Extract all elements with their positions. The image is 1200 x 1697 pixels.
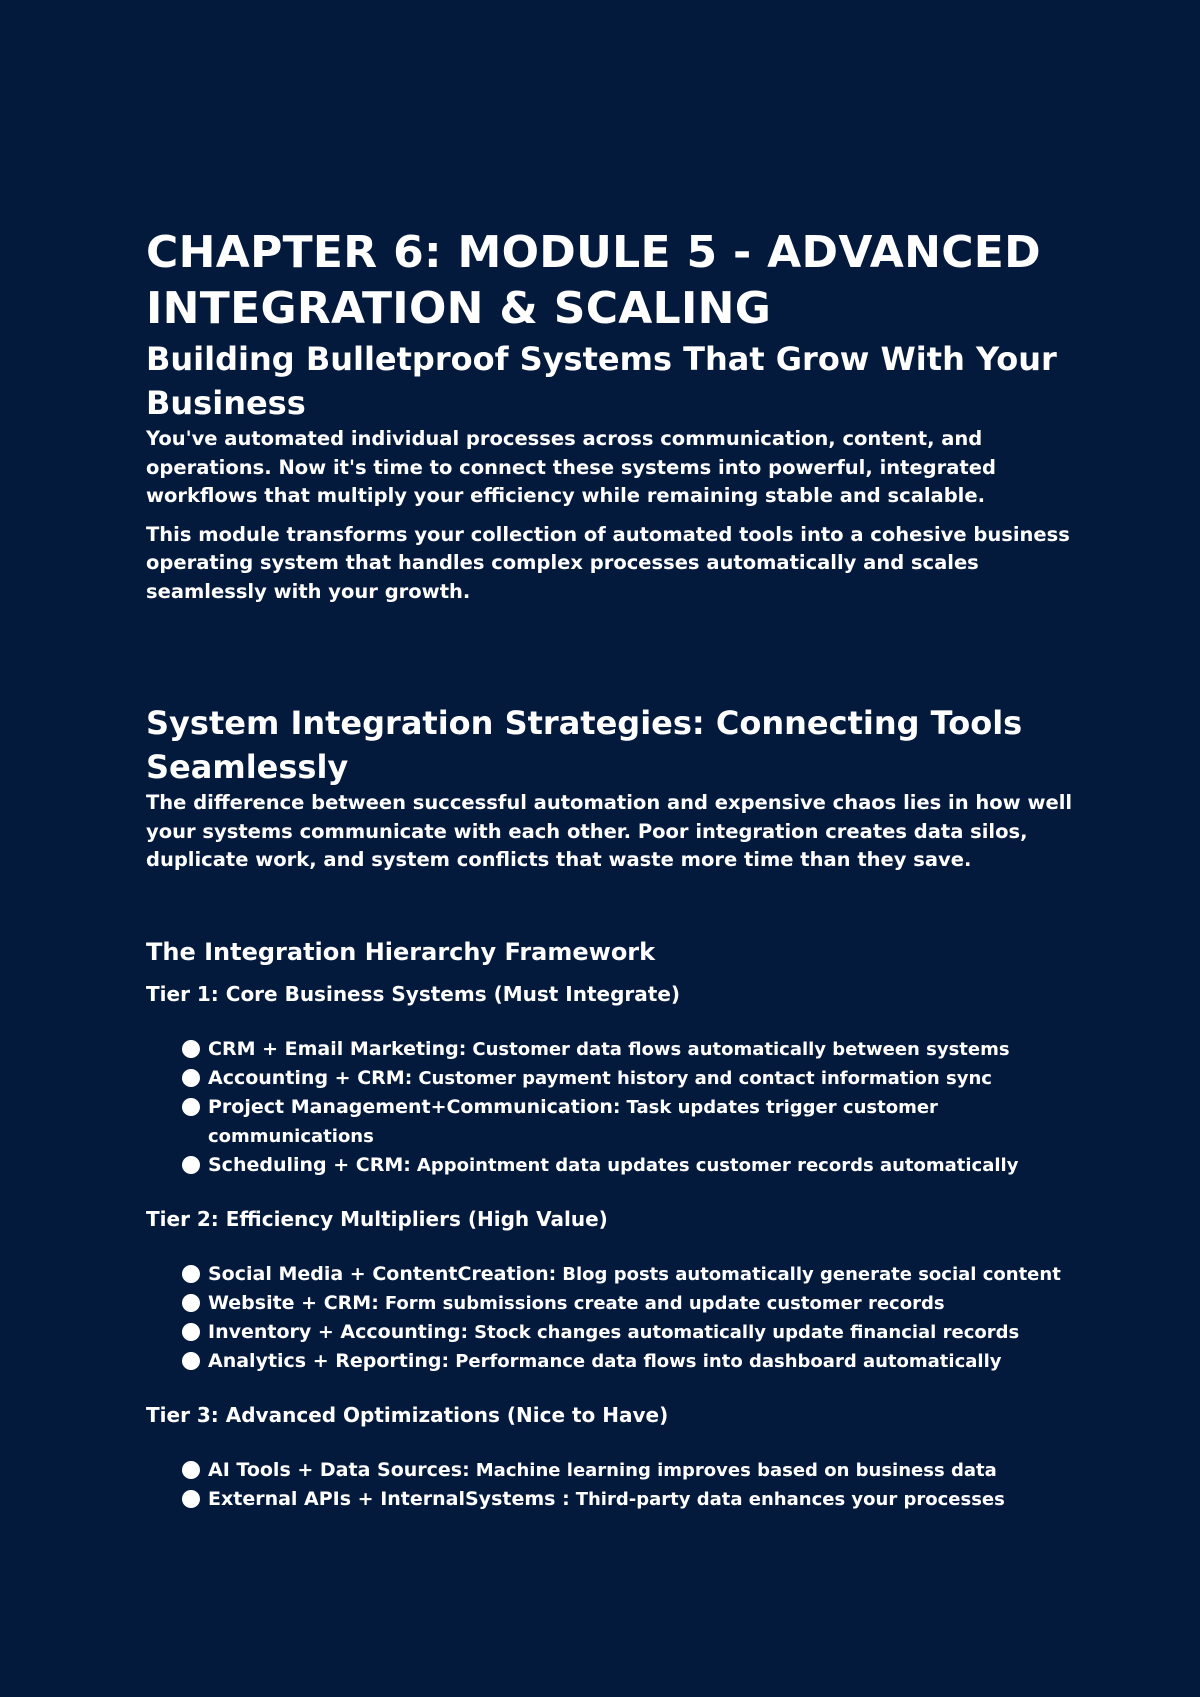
item-name: CRM + Email Marketing:: [208, 1037, 467, 1060]
item-name: Website + CRM:: [208, 1291, 379, 1314]
item-description: Blog posts automatically generate social content: [562, 1263, 1061, 1285]
bullet-icon: [182, 1156, 200, 1174]
bullet-icon: [182, 1490, 200, 1508]
bullet-icon: [182, 1265, 200, 1283]
bullet-icon: [182, 1069, 200, 1087]
list-item: [182, 1064, 1106, 1093]
item-description: Appointment data updates customer records automatically: [416, 1154, 1019, 1176]
bullet-icon: [182, 1461, 200, 1479]
item-name: External APIs + InternalSystems :: [208, 1487, 570, 1510]
item-description: Customer data flows automatically between systems: [472, 1038, 1010, 1060]
item-description: Task updates trigger customer communications: [208, 1096, 938, 1147]
section-title: System Integration Strategies: Connecting Tools Seamlessly: [146, 704, 1023, 786]
list-item: [182, 1289, 1106, 1318]
list-item: [182, 1035, 1106, 1064]
list-item: [182, 1485, 1106, 1514]
list-item: [182, 1260, 1106, 1289]
bullet-icon: [182, 1040, 200, 1058]
tier-3-block: [146, 1400, 1106, 1514]
tier-2-block: [146, 1204, 1106, 1376]
tier-2-title: Tier 2: Efficiency Multipliers (High Value): [146, 1206, 608, 1231]
item-name: Analytics + Reporting:: [208, 1349, 450, 1372]
item-description: Customer payment history and contact information sync: [418, 1067, 992, 1089]
item-description: Machine learning improves based on business data: [475, 1459, 997, 1481]
item-name: Project Management+Communication:: [208, 1095, 621, 1118]
item-description: Stock changes automatically update financial records: [474, 1321, 1020, 1343]
item-description: Third-party data enhances your processes: [575, 1488, 1005, 1510]
bullet-icon: [182, 1352, 200, 1370]
chapter-subtitle: Building Bulletproof Systems That Grow With Your Business: [146, 340, 1057, 422]
list-item: [182, 1151, 1106, 1180]
tier-3-title: Tier 3: Advanced Optimizations (Nice to Have): [146, 1402, 669, 1427]
item-name: AI Tools + Data Sources:: [208, 1458, 470, 1481]
chapter-intro-paragraph-2: This module transforms your collection of automated tools into a cohesive business operating system that handles complex processes automatically and scales seamlessly with your growth.: [146, 522, 1070, 603]
document-page: [146, 225, 1106, 1514]
tier-3-list: [182, 1456, 1106, 1514]
tier-2-list: [182, 1260, 1106, 1376]
list-item: [182, 1347, 1106, 1376]
item-name: Scheduling + CRM:: [208, 1153, 411, 1176]
list-item: [182, 1456, 1106, 1485]
framework-title: The Integration Hierarchy Framework: [146, 937, 656, 966]
tier-1-list: [182, 1035, 1106, 1180]
bullet-icon: [182, 1098, 200, 1116]
section-intro-paragraph: The difference between successful automation and expensive chaos lies in how well your systems communicate with each other. Poor integration creates data silos, duplicate work, and system conflicts that waste more time than they save.: [146, 791, 1073, 871]
list-item: [182, 1093, 1106, 1151]
item-name: Accounting + CRM:: [208, 1066, 413, 1089]
item-name: Social Media + ContentCreation:: [208, 1262, 557, 1285]
item-name: Inventory + Accounting:: [208, 1320, 469, 1343]
list-item: [182, 1318, 1106, 1347]
tier-1-title: Tier 1: Core Business Systems (Must Integrate): [146, 981, 681, 1006]
tier-1-block: [146, 979, 1106, 1180]
item-description: Performance data flows into dashboard automatically: [455, 1350, 1002, 1372]
chapter-intro-paragraph-1: You've automated individual processes across communication, content, and operations. Now it's time to connect these systems into powerful, integrated workflows that multiply your efficiency while remaining stable and scalable.: [146, 427, 996, 507]
bullet-icon: [182, 1323, 200, 1341]
chapter-title: CHAPTER 6: MODULE 5 - ADVANCED INTEGRATION & SCALING: [146, 227, 1041, 334]
bullet-icon: [182, 1294, 200, 1312]
item-description: Form submissions create and update customer records: [384, 1292, 945, 1314]
